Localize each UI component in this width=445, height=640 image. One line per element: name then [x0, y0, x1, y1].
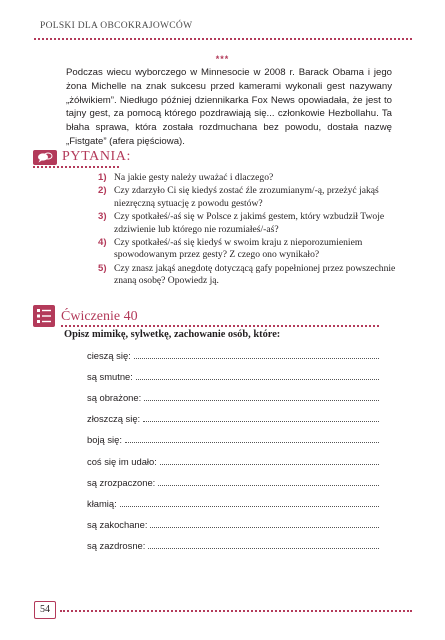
list-item: 5) Czy znasz jakąś anegdotę dotyczącą gafy popełnionej przez powszechnie znaną osobę? Opowiedz ją. — [98, 262, 396, 287]
answer-blank[interactable] — [144, 400, 379, 401]
answer-blank[interactable] — [136, 379, 379, 380]
answer-line: są zrozpaczone: — [87, 476, 379, 488]
running-header: POLSKI DLA OBCOKRAJOWCÓW — [40, 21, 193, 31]
answer-line: cieszą się: — [87, 349, 379, 361]
answer-line: są smutne: — [87, 370, 379, 382]
story-text: Podczas wiecu wyborczego w Minnesocie w 2008 r. Barack Obama i jego żona Michelle na znak sukcesu przed kamerami wykonali gest nazywany „żółwikiem”. Niedługo później dziennikarka Fox News opowiadała, że jest to tajny gest, za pomocą którego pozdrawiają się... członkowie Hezbollahu. Ta błaha sprawa, która została rozdmuchana bez powodu, dostała nazwę „Fistgate” (afera pięściowa). — [66, 67, 392, 147]
exercise-underline — [61, 325, 379, 327]
answer-line: są zakochane: — [87, 518, 379, 530]
answer-line: złoszczą się: — [87, 412, 379, 424]
list-item: 2) Czy zdarzyło Ci się kiedyś zostać źle zrozumianym/-ą, przeżyć jakąś niezręczną sytuację z powodu gestów? — [98, 185, 379, 209]
list-item: 4) Czy spotkałeś/-aś się kiedyś w swoim kraju z nieporozumieniem spowodowanym przez gesty? Z czego ono wynikało? — [98, 237, 363, 261]
questions-title: PYTANIA: — [62, 149, 132, 164]
questions-underline — [33, 166, 119, 168]
answer-blank[interactable] — [158, 485, 379, 486]
answer-line: są zazdrosne: — [87, 539, 379, 551]
speech-bubbles-icon — [33, 150, 57, 165]
exercise-title: Ćwiczenie 40 — [61, 309, 138, 324]
answer-line: kłamią: — [87, 497, 379, 509]
answer-blank[interactable] — [160, 464, 379, 465]
exercise-instruction: Opisz mimikę, sylwetkę, zachowanie osób, które: — [64, 329, 281, 340]
questions-list — [98, 172, 398, 289]
footer-divider — [60, 610, 412, 612]
checklist-icon — [33, 305, 55, 327]
answer-blank[interactable] — [148, 548, 379, 549]
answer-blank[interactable] — [120, 506, 379, 507]
header-divider — [34, 38, 412, 40]
list-item: 3) Czy spotkałeś/-aś się w Polsce z jakimś gestem, który wzbudził Twoje zdziwienie lub którego nie rozumiałeś/-aś? — [98, 211, 385, 235]
section-separator: *** — [215, 54, 230, 64]
list-item: 1) Na jakie gesty należy uważać i dlaczego? — [98, 172, 274, 183]
answer-blank[interactable] — [143, 421, 379, 422]
answer-line: boją się: — [87, 433, 379, 445]
answer-blank[interactable] — [150, 527, 379, 528]
answer-blank[interactable] — [134, 358, 379, 359]
page-number: 54 — [34, 601, 56, 619]
answer-line: coś się im udało: — [87, 455, 379, 467]
answer-line: są obrażone: — [87, 391, 379, 403]
answer-blank[interactable] — [125, 442, 379, 443]
